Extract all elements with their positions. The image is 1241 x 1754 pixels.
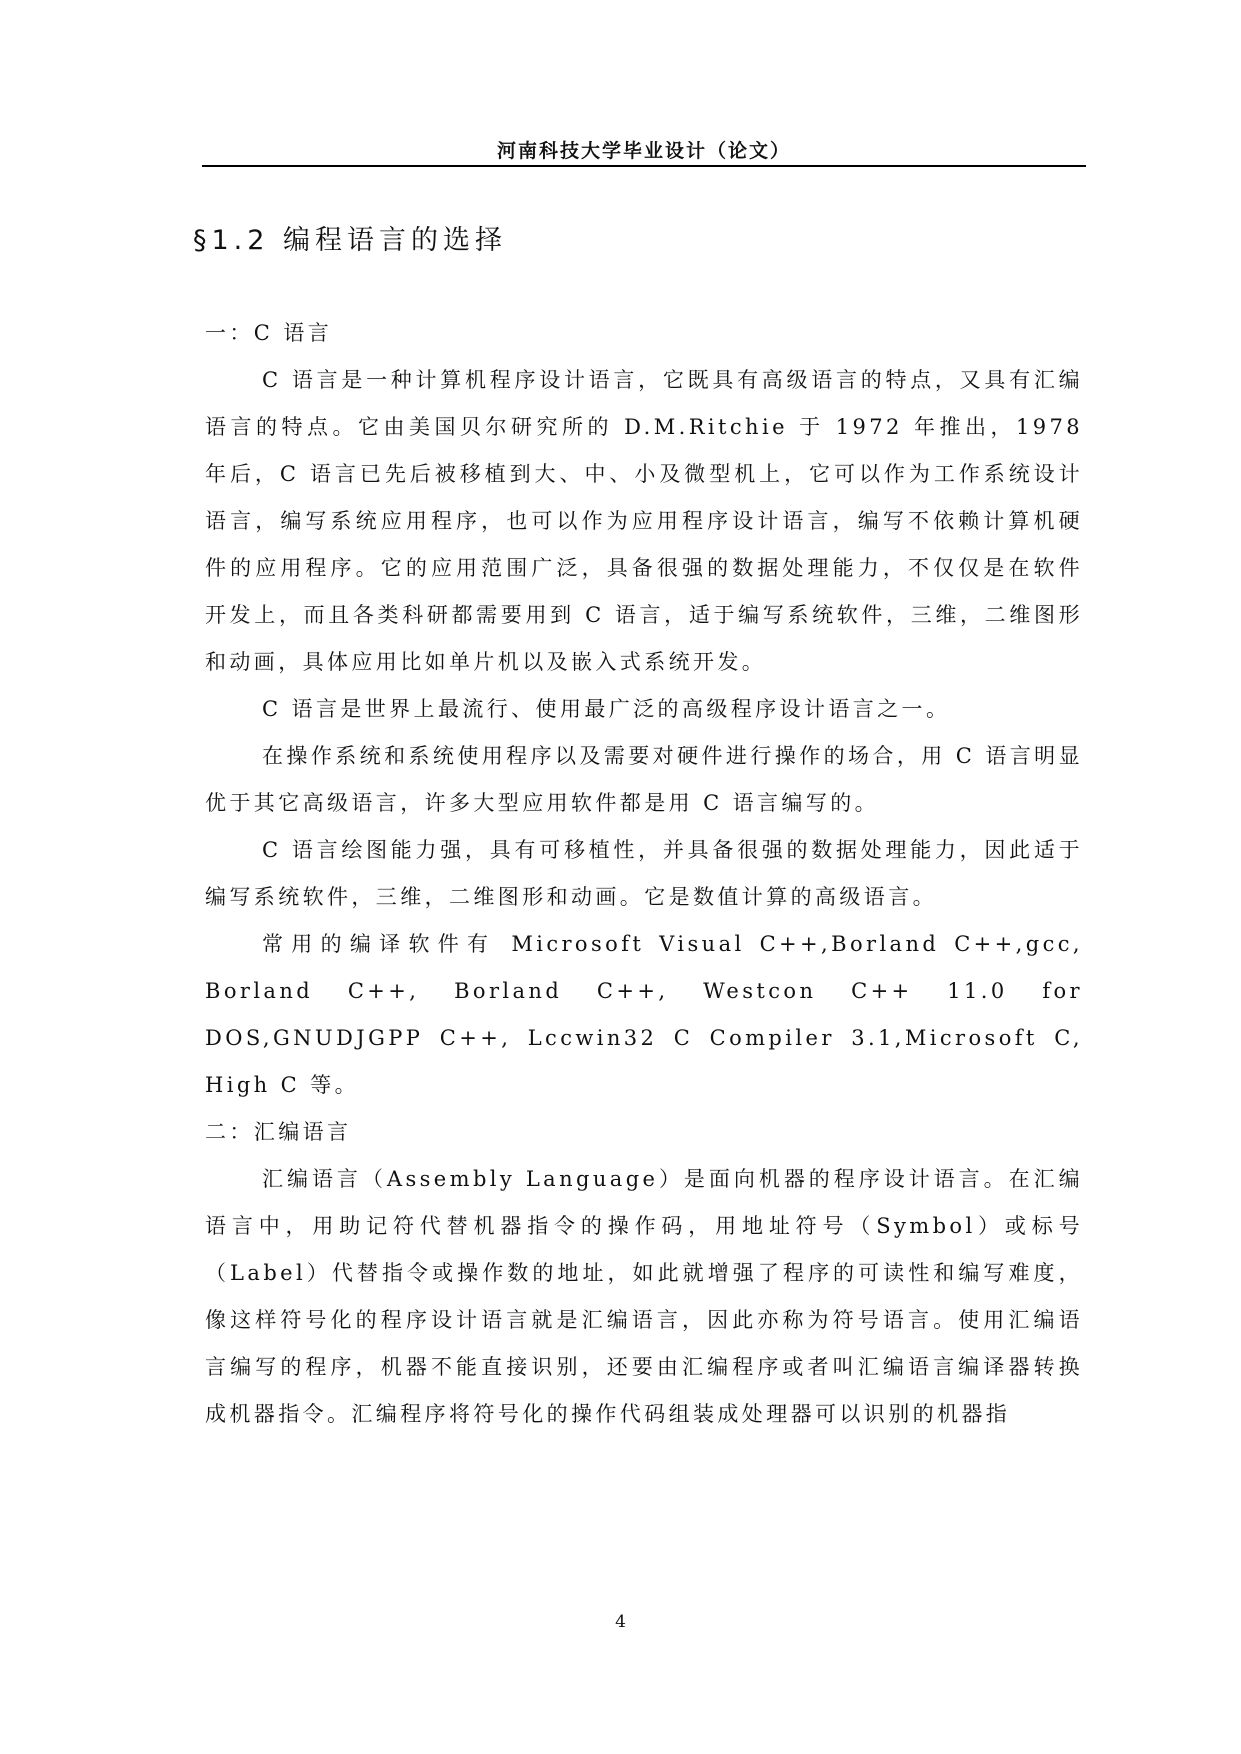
paragraph: C 语言是世界上最流行、使用最广泛的高级程序设计语言之一。 (262, 697, 951, 721)
subsection-heading-c: 一：C 语言 (205, 321, 333, 345)
paragraph: 常用的编译软件有 Microsoft Visual C++,Borland C++,gcc, Borland C++, Borland C++, Westcon C++ 11.0 for DOS,GNUDJGPP C++, Lccwin32 C Compiler 3.1,Microsoft C, High C 等。 (205, 932, 1083, 1097)
page-number: 4 (615, 1612, 626, 1632)
subsection-heading-assembly: 二：汇编语言 (205, 1120, 352, 1144)
body-content (205, 310, 1083, 1438)
paragraph: C 语言是一种计算机程序设计语言，它既具有高级语言的特点，又具有汇编语言的特点。它由美国贝尔研究所的 D.M.Ritchie 于 1972 年推出，1978 年后，C 语言已先后被移植到大、中、小及微型机上，它可以作为工作系统设计语言，编写系统应用程序，也可以作为应用程序设计语言，编写不依赖计算机硬件的应用程序。它的应用范围广泛，具备很强的数据处理能力，不仅仅是在软件开发上，而且各类科研都需要用到 C 语言，适于编写系统软件，三维，二维图形和动画，具体应用比如单片机以及嵌入式系统开发。 (205, 368, 1083, 674)
header-divider (202, 165, 1086, 167)
paragraph: 在操作系统和系统使用程序以及需要对硬件进行操作的场合，用 C 语言明显优于其它高级语言，许多大型应用软件都是用 C 语言编写的。 (205, 744, 1083, 815)
page-header: 河南科技大学毕业设计（论文） (496, 140, 791, 162)
section-title: §1.2 编程语言的选择 (193, 225, 508, 256)
paragraph: C 语言绘图能力强，具有可移植性，并具备很强的数据处理能力，因此适于编写系统软件，三维，二维图形和动画。它是数值计算的高级语言。 (205, 838, 1083, 909)
paragraph: 汇编语言（Assembly Language）是面向机器的程序设计语言。在汇编语言中，用助记符代替机器指令的操作码，用地址符号（Symbol）或标号（Label）代替指令或操作数的地址，如此就增强了程序的可读性和编写难度，像这样符号化的程序设计语言就是汇编语言，因此亦称为符号语言。使用汇编语言编写的程序，机器不能直接识别，还要由汇编程序或者叫汇编语言编译器转换成机器指令。汇编程序将符号化的操作代码组装成处理器可以识别的机器指 (205, 1167, 1083, 1426)
